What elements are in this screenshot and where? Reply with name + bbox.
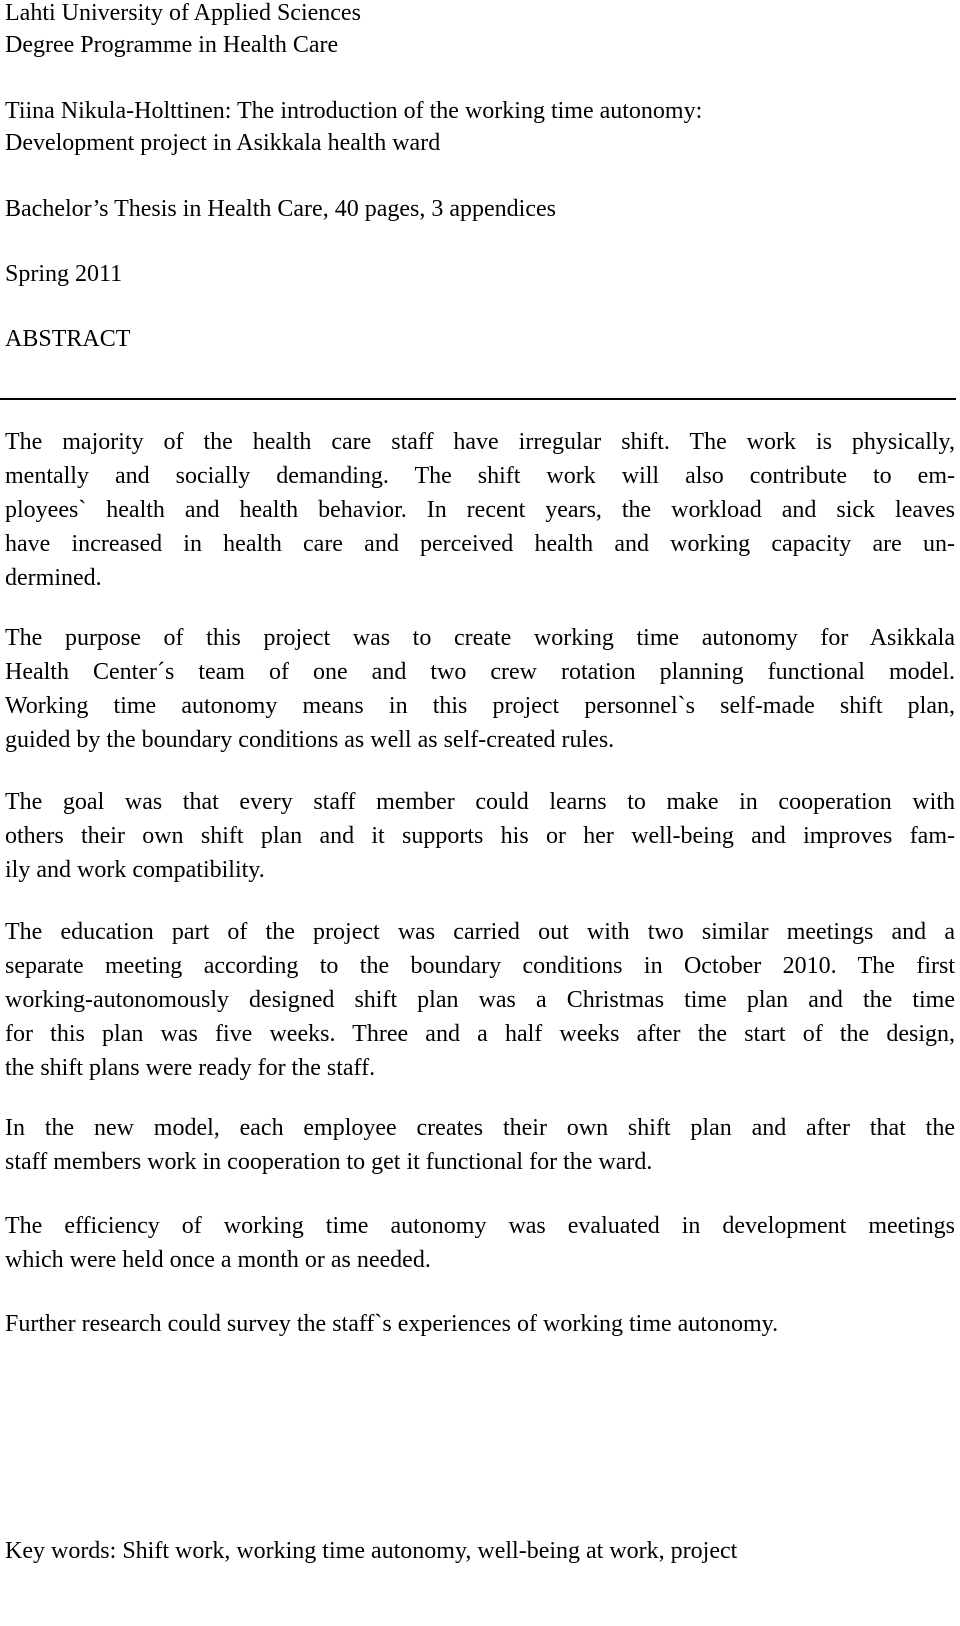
paragraph-line: mentally and socially demanding. The shift work will also contribute to em- <box>5 463 955 489</box>
heading-divider <box>0 398 956 400</box>
paragraph-line: others their own shift plan and it supports his or her well-being and improves fam- <box>5 823 955 849</box>
paragraph-line: The majority of the health care staff have irregular shift. The work is physically, <box>5 429 955 455</box>
paragraph-line: Health Center´s team of one and two crew rotation planning functional model. <box>5 659 955 685</box>
paragraph-line: The purpose of this project was to create working time autonomy for Asikkala <box>5 625 955 651</box>
paragraph-line: have increased in health care and perceived health and working capacity are un- <box>5 531 955 557</box>
paragraph-line: In the new model, each employee creates their own shift plan and after that the <box>5 1115 955 1141</box>
abstract-paragraph-1 <box>5 425 955 595</box>
thesis-term: Spring 2011 <box>5 261 123 287</box>
abstract-heading: ABSTRACT <box>5 326 131 352</box>
degree-programme: Degree Programme in Health Care <box>5 32 339 58</box>
abstract-paragraph-2 <box>5 621 955 757</box>
paragraph-line: The education part of the project was carried out with two similar meetings and a <box>5 919 955 945</box>
paragraph-line: ployees` health and health behavior. In recent years, the workload and sick leaves <box>5 497 955 523</box>
abstract-paragraph-5 <box>5 1111 955 1179</box>
paragraph-line: separate meeting according to the boundary conditions in October 2010. The first <box>5 953 955 979</box>
institution-name: Lahti University of Applied Sciences <box>5 0 361 26</box>
paragraph-line: The goal was that every staff member could learns to make in cooperation with <box>5 789 955 815</box>
abstract-paragraph-3 <box>5 785 955 887</box>
abstract-paragraph-4 <box>5 915 955 1085</box>
thesis-title-line-1: Tiina Nikula-Holttinen: The introduction of the working time autonomy: <box>5 98 703 124</box>
thesis-details: Bachelor’s Thesis in Health Care, 40 pages, 3 appendices <box>5 196 556 222</box>
paragraph-line: the shift plans were ready for the staff. <box>5 1055 376 1081</box>
paragraph-line: dermined. <box>5 565 102 591</box>
paragraph-line: staff members work in cooperation to get it functional for the ward. <box>5 1149 653 1175</box>
paragraph-line: ily and work compatibility. <box>5 857 265 883</box>
paragraph-line: guided by the boundary conditions as well as self-created rules. <box>5 727 615 753</box>
paragraph-line: which were held once a month or as needed. <box>5 1247 431 1273</box>
keywords-line: Key words: Shift work, working time autonomy, well-being at work, project <box>5 1538 738 1564</box>
paragraph-line: Further research could survey the staff`s experiences of working time autonomy. <box>5 1311 779 1337</box>
paragraph-line: Working time autonomy means in this project personnel`s self-made shift plan, <box>5 693 955 719</box>
thesis-title-line-2: Development project in Asikkala health ward <box>5 130 441 156</box>
paragraph-line: for this plan was five weeks. Three and a half weeks after the start of the design, <box>5 1021 955 1047</box>
abstract-paragraph-6 <box>5 1209 955 1277</box>
paragraph-line: working-autonomously designed shift plan was a Christmas time plan and the time <box>5 987 955 1013</box>
abstract-paragraph-7 <box>5 1307 955 1341</box>
paragraph-line: The efficiency of working time autonomy was evaluated in development meetings <box>5 1213 955 1239</box>
